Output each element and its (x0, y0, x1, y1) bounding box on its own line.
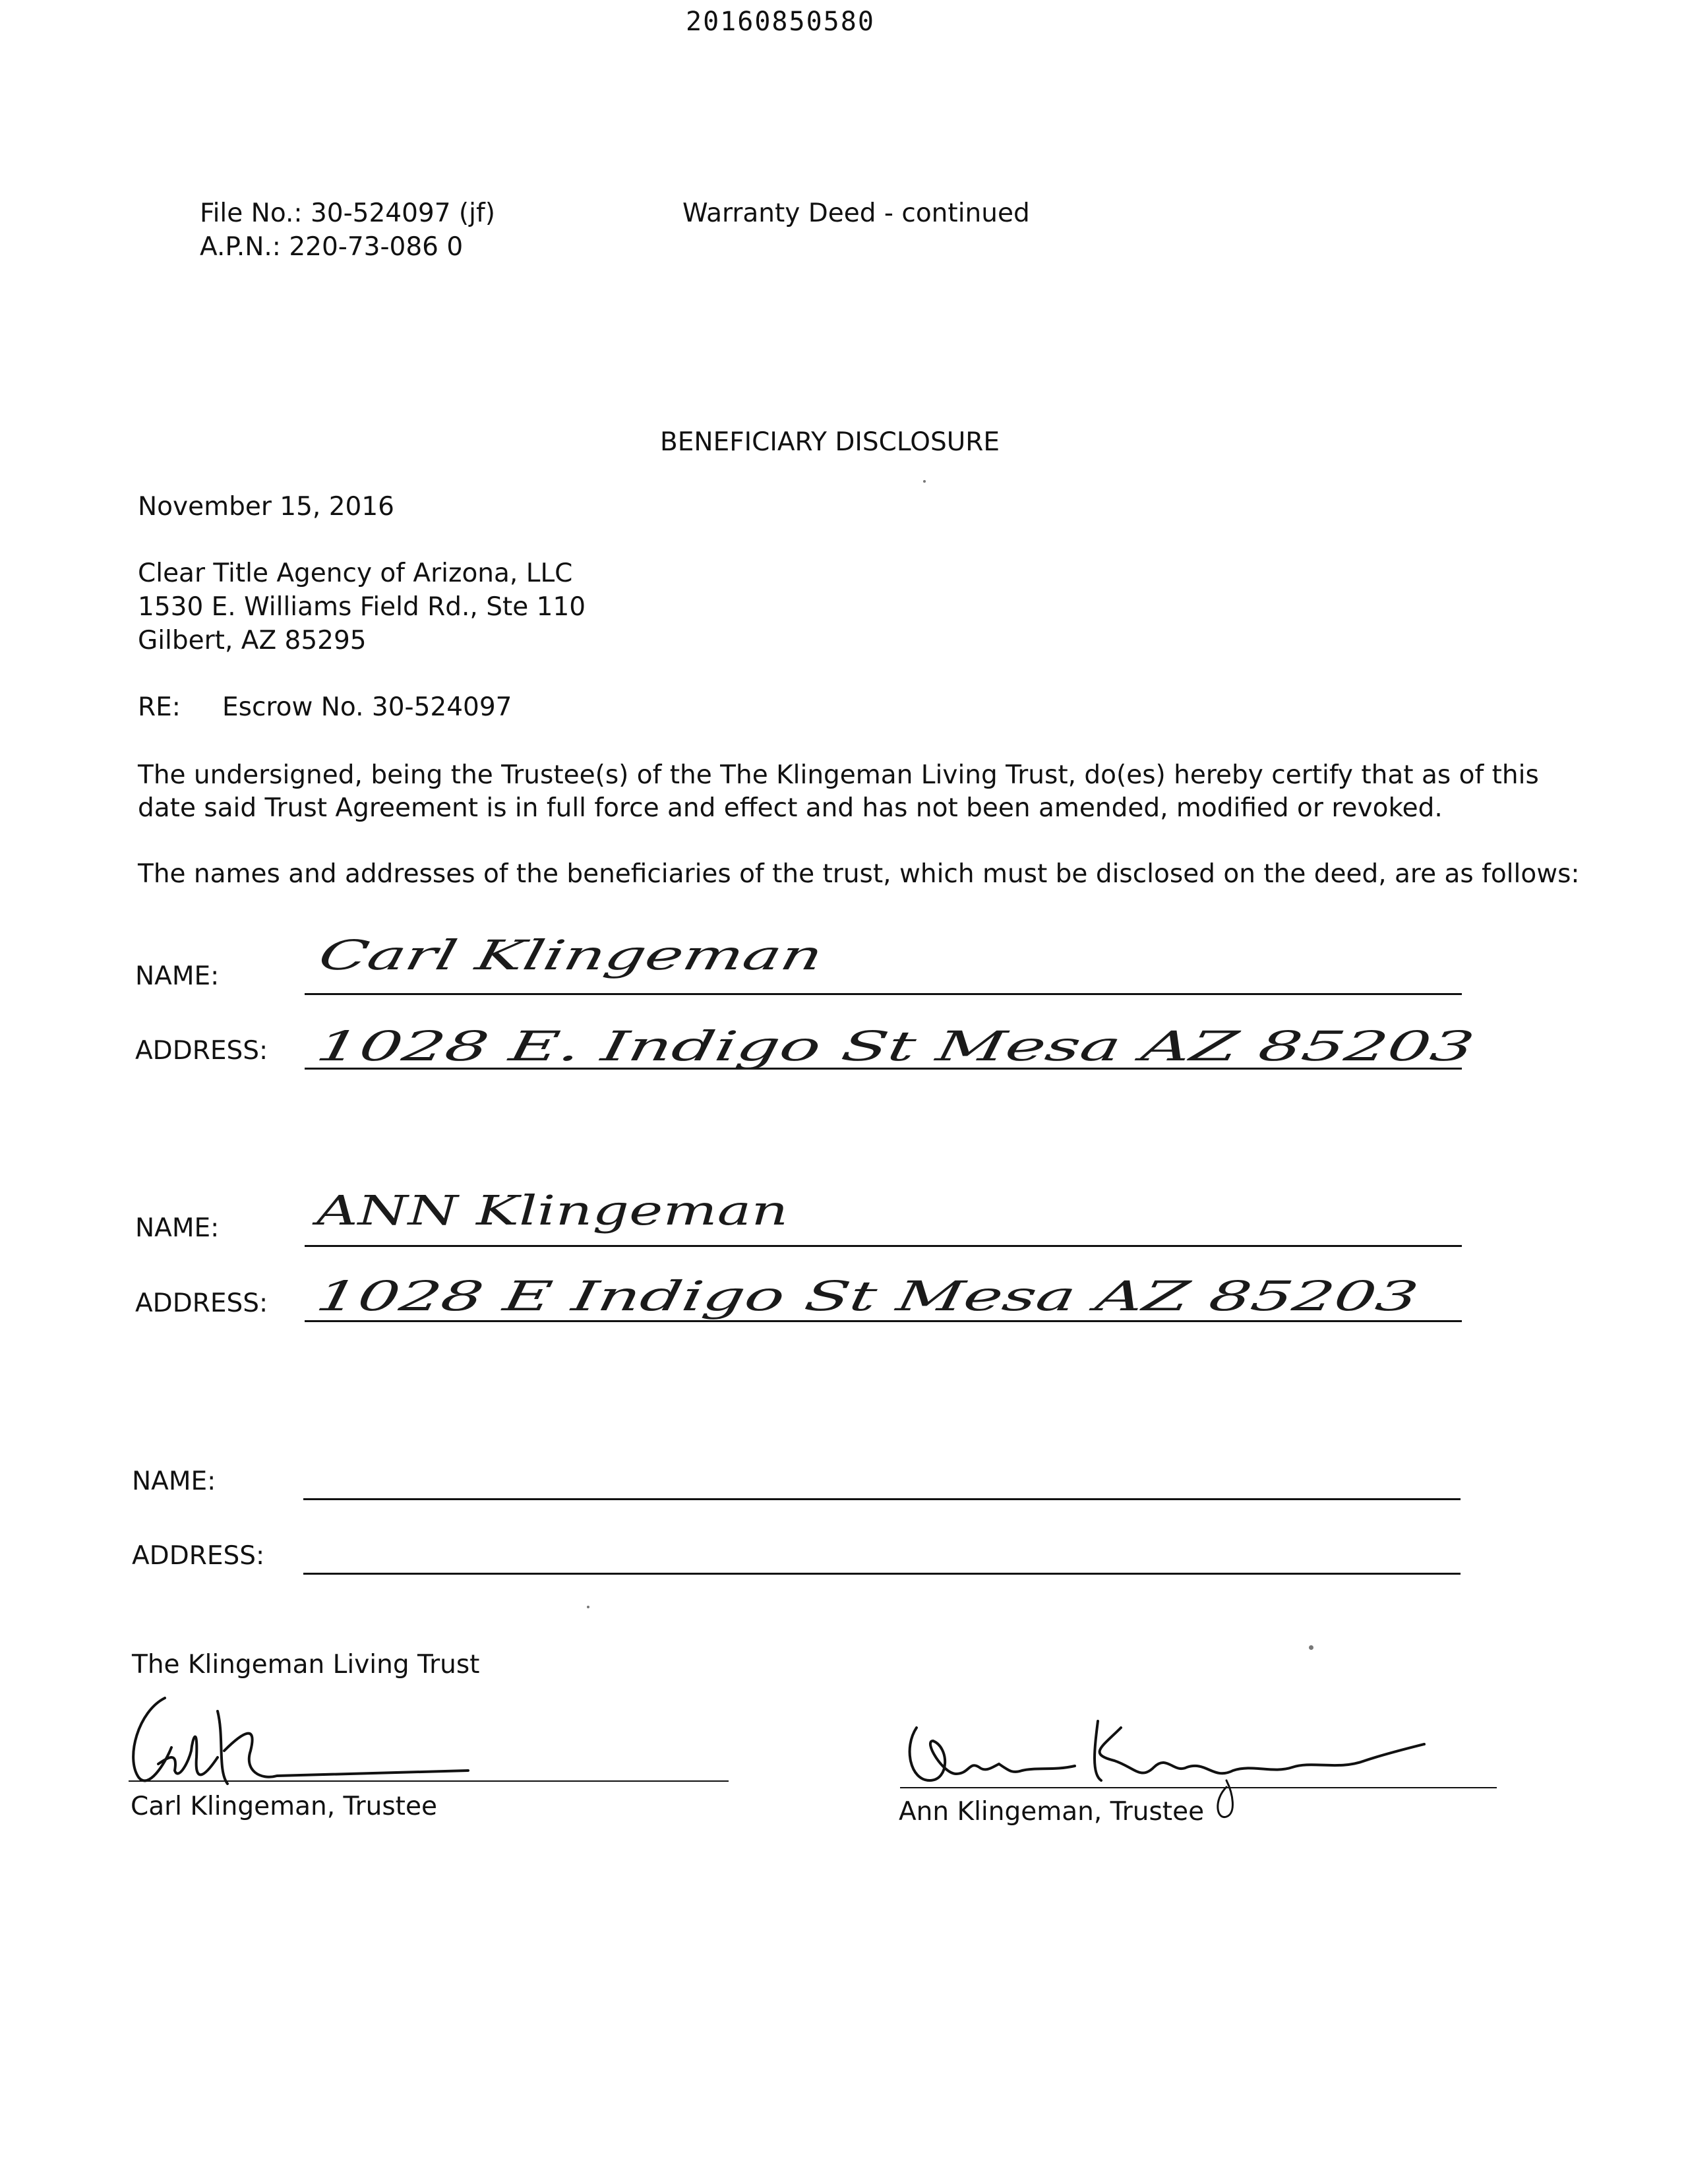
recording-number: 20160850580 (686, 7, 875, 37)
letter-date: November 15, 2016 (138, 492, 394, 522)
beneficiary-2-name-label: NAME: (135, 1213, 220, 1243)
left-signature-line (129, 1780, 729, 1782)
addressee-line-1: Clear Title Agency of Arizona, LLC (138, 559, 573, 588)
scan-speck (923, 480, 926, 483)
addressee-line-2: 1530 E. Williams Field Rd., Ste 110 (138, 592, 586, 622)
beneficiary-1-address-label: ADDRESS: (135, 1036, 268, 1066)
escrow-number: Escrow No. 30-524097 (222, 692, 512, 722)
right-signature-caption: Ann Klingeman, Trustee (899, 1797, 1205, 1827)
carl-klingeman-signature (119, 1685, 488, 1804)
left-signature-caption: Carl Klingeman, Trustee (131, 1792, 437, 1821)
beneficiary-2-address-line (305, 1320, 1462, 1322)
scan-speck (587, 1606, 589, 1608)
beneficiary-2-address: 1028 E Indigo St Mesa AZ 85203 (313, 1272, 1422, 1320)
beneficiary-2-address-label: ADDRESS: (135, 1289, 268, 1318)
beneficiary-1-address: 1028 E. Indigo St Mesa AZ 85203 (313, 1022, 1478, 1070)
beneficiary-2-name-line (305, 1245, 1462, 1247)
trust-name: The Klingeman Living Trust (132, 1650, 480, 1680)
addressee-line-3: Gilbert, AZ 85295 (138, 626, 367, 655)
beneficiaries-intro: The names and addresses of the beneficiaries of the trust, which must be disclosed on the deed, are as follows: (138, 859, 1580, 889)
beneficiary-1-name-label: NAME: (135, 961, 220, 991)
certification-line-2: date said Trust Agreement is in full force and effect and has not been amended, modified or revoked. (138, 793, 1443, 823)
beneficiary-1-name: Carl Klingeman (314, 931, 828, 979)
beneficiary-3-address-line (303, 1573, 1461, 1575)
document-type: Warranty Deed - continued (682, 198, 1030, 228)
beneficiary-1-name-line (305, 993, 1462, 995)
beneficiary-3-name-line (303, 1498, 1461, 1500)
beneficiary-3-name-label: NAME: (132, 1467, 216, 1496)
re-label: RE: (138, 692, 181, 722)
file-number: File No.: 30-524097 (jf) (200, 198, 495, 228)
beneficiary-2-name: ANN Klingeman (316, 1186, 789, 1234)
apn-number: A.P.N.: 220-73-086 0 (200, 232, 464, 262)
right-signature-line (900, 1787, 1497, 1788)
page-title: BENEFICIARY DISCLOSURE (660, 427, 1000, 457)
scan-speck (1309, 1645, 1313, 1650)
beneficiary-3-address-label: ADDRESS: (132, 1541, 265, 1571)
certification-line-1: The undersigned, being the Trustee(s) of the The Klingeman Living Trust, do(es) hereby certify that as of this (138, 760, 1539, 790)
